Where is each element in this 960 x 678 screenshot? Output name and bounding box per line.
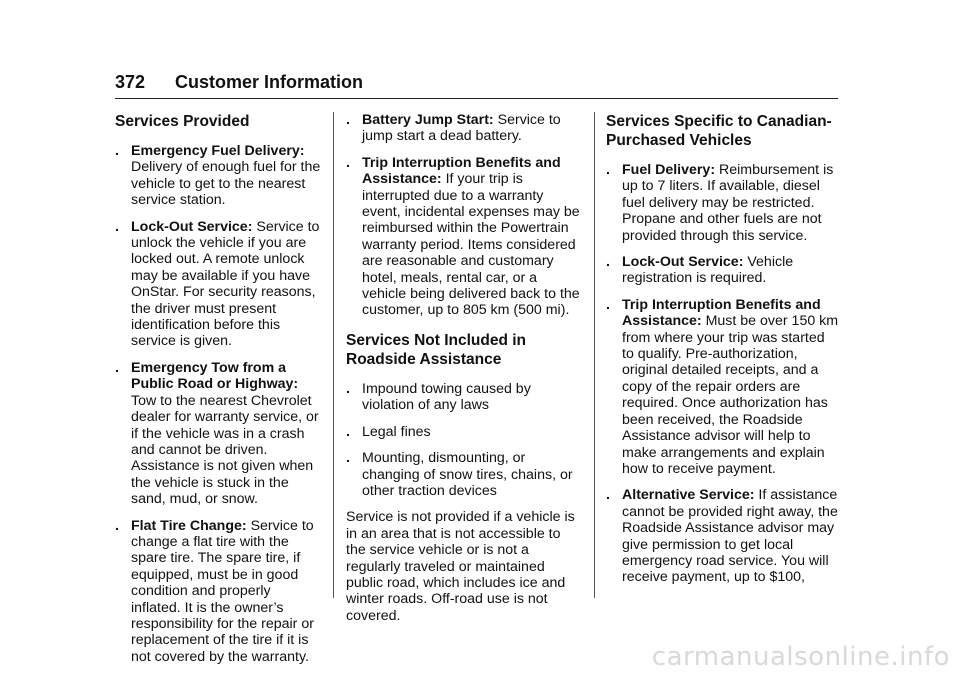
item-text: Impound towing caused by violation of any laws	[362, 380, 531, 414]
page-number: 372	[115, 72, 146, 92]
item-label: Fuel Delivery:	[622, 162, 716, 178]
item-text: If assistance cannot be provided right away, the Roadside Assistance advisor may give permission to get local emergency road service. You will receive payment, up to $100,	[622, 487, 838, 586]
bullet: .	[346, 112, 350, 128]
item-text: Must be over 150 km from where your trip was started to qualify. Pre-authorization, original detailed receipts, and a copy of the repair orders are required. Once authorization has been received, the Roadside Assistance advisor will help to make arrangements and explain how to receive payment.	[622, 313, 839, 477]
list-item	[346, 424, 584, 440]
bullet: .	[115, 143, 119, 159]
list-item	[115, 360, 323, 508]
item-text: Delivery of enough fuel for the vehicle to get to the nearest service station.	[131, 159, 321, 209]
column-divider-1	[333, 112, 334, 598]
item-text: If your trip is interrupted due to a warranty event, incidental expenses may be reimbursed within the Powertrain warranty period. Items considered are reasonable and customary hotel, meals, rental car, or a vehicle being delivered back to the customer, up to 805 km (500 mi).	[362, 171, 580, 319]
bullet: .	[115, 218, 119, 235]
list-item	[346, 155, 584, 319]
bullet: .	[606, 296, 610, 313]
body-paragraph: Service is not provided if a vehicle is in an area that is not accessible to the service vehicle or is not a regularly traveled or maintained public road, which includes ice and winter roads. Off-road use is not covered.	[346, 509, 575, 624]
list-item	[346, 381, 584, 414]
section-heading-not-included: Services Not Included in Roadside Assistance	[346, 331, 527, 368]
item-label: Lock-Out Service:	[622, 254, 744, 271]
item-label: Trip Interruption Benefits and Assistance:	[362, 154, 561, 188]
list-item	[346, 450, 584, 499]
item-label: Lock-Out Service:	[131, 218, 253, 235]
column-1	[115, 112, 323, 675]
list-item	[606, 162, 840, 244]
list-item	[606, 297, 840, 477]
bullet: .	[346, 423, 350, 440]
bullet: .	[606, 162, 610, 178]
item-label: Trip Interruption Benefits and Assistance:	[622, 296, 821, 330]
page-header	[115, 70, 838, 99]
list-item	[115, 143, 323, 209]
item-text: Service to change a flat tire with the spare tire. The spare tire, if equipped, must be in good condition and properly inflated. It is the owner’s responsibility for the repair or replacement of the tire if it is not covered by the warranty.	[131, 517, 314, 665]
section-heading-canadian: Services Specific to Canadian-Purchased Vehicles	[606, 113, 832, 149]
item-text: Mounting, dismounting, or changing of snow tires, chains, or other traction devices	[362, 450, 573, 499]
item-text: Service to jump start a dead battery.	[362, 112, 561, 145]
bullet: .	[346, 450, 350, 467]
watermark: carmanualsonline.info	[651, 642, 950, 672]
list-item	[115, 219, 323, 350]
item-text: Legal fines	[362, 423, 431, 440]
bullet: .	[346, 154, 350, 171]
item-label: Flat Tire Change:	[131, 517, 247, 534]
item-label: Emergency Tow from a Public Road or Highway:	[131, 359, 299, 393]
bullet: .	[115, 359, 119, 376]
list-item	[606, 487, 840, 585]
bullet: .	[606, 254, 610, 271]
list-item	[606, 254, 840, 287]
list-item	[115, 518, 323, 666]
list-item	[346, 112, 584, 145]
chapter-title: Customer Information	[175, 72, 364, 92]
bullet: .	[346, 380, 350, 397]
column-2	[346, 112, 584, 632]
bullet: .	[115, 517, 119, 534]
section-heading-services-provided: Services Provided	[115, 113, 250, 130]
item-label: Alternative Service:	[622, 487, 755, 504]
column-divider-2	[594, 112, 595, 598]
column-3	[606, 112, 840, 596]
item-text: Service to unlock the vehicle if you are locked out. A remote unlock may be available if you have OnStar. For security reasons, the driver must present identification before this service is given.	[131, 218, 320, 350]
item-text: Vehicle registration is required.	[622, 254, 794, 287]
item-label: Emergency Fuel Delivery:	[131, 143, 305, 159]
item-label: Battery Jump Start:	[362, 112, 494, 128]
item-text: Reimbursement is up to 7 liters. If available, diesel fuel delivery may be restricted. Propane and other fuels are not provided through this service.	[622, 162, 834, 244]
bullet: .	[606, 487, 610, 504]
item-text: Tow to the nearest Chevrolet dealer for warranty service, or if the vehicle was in a crash and cannot be driven. Assistance is not given when the vehicle is stuck in the sand, mud, or snow.	[131, 392, 319, 508]
